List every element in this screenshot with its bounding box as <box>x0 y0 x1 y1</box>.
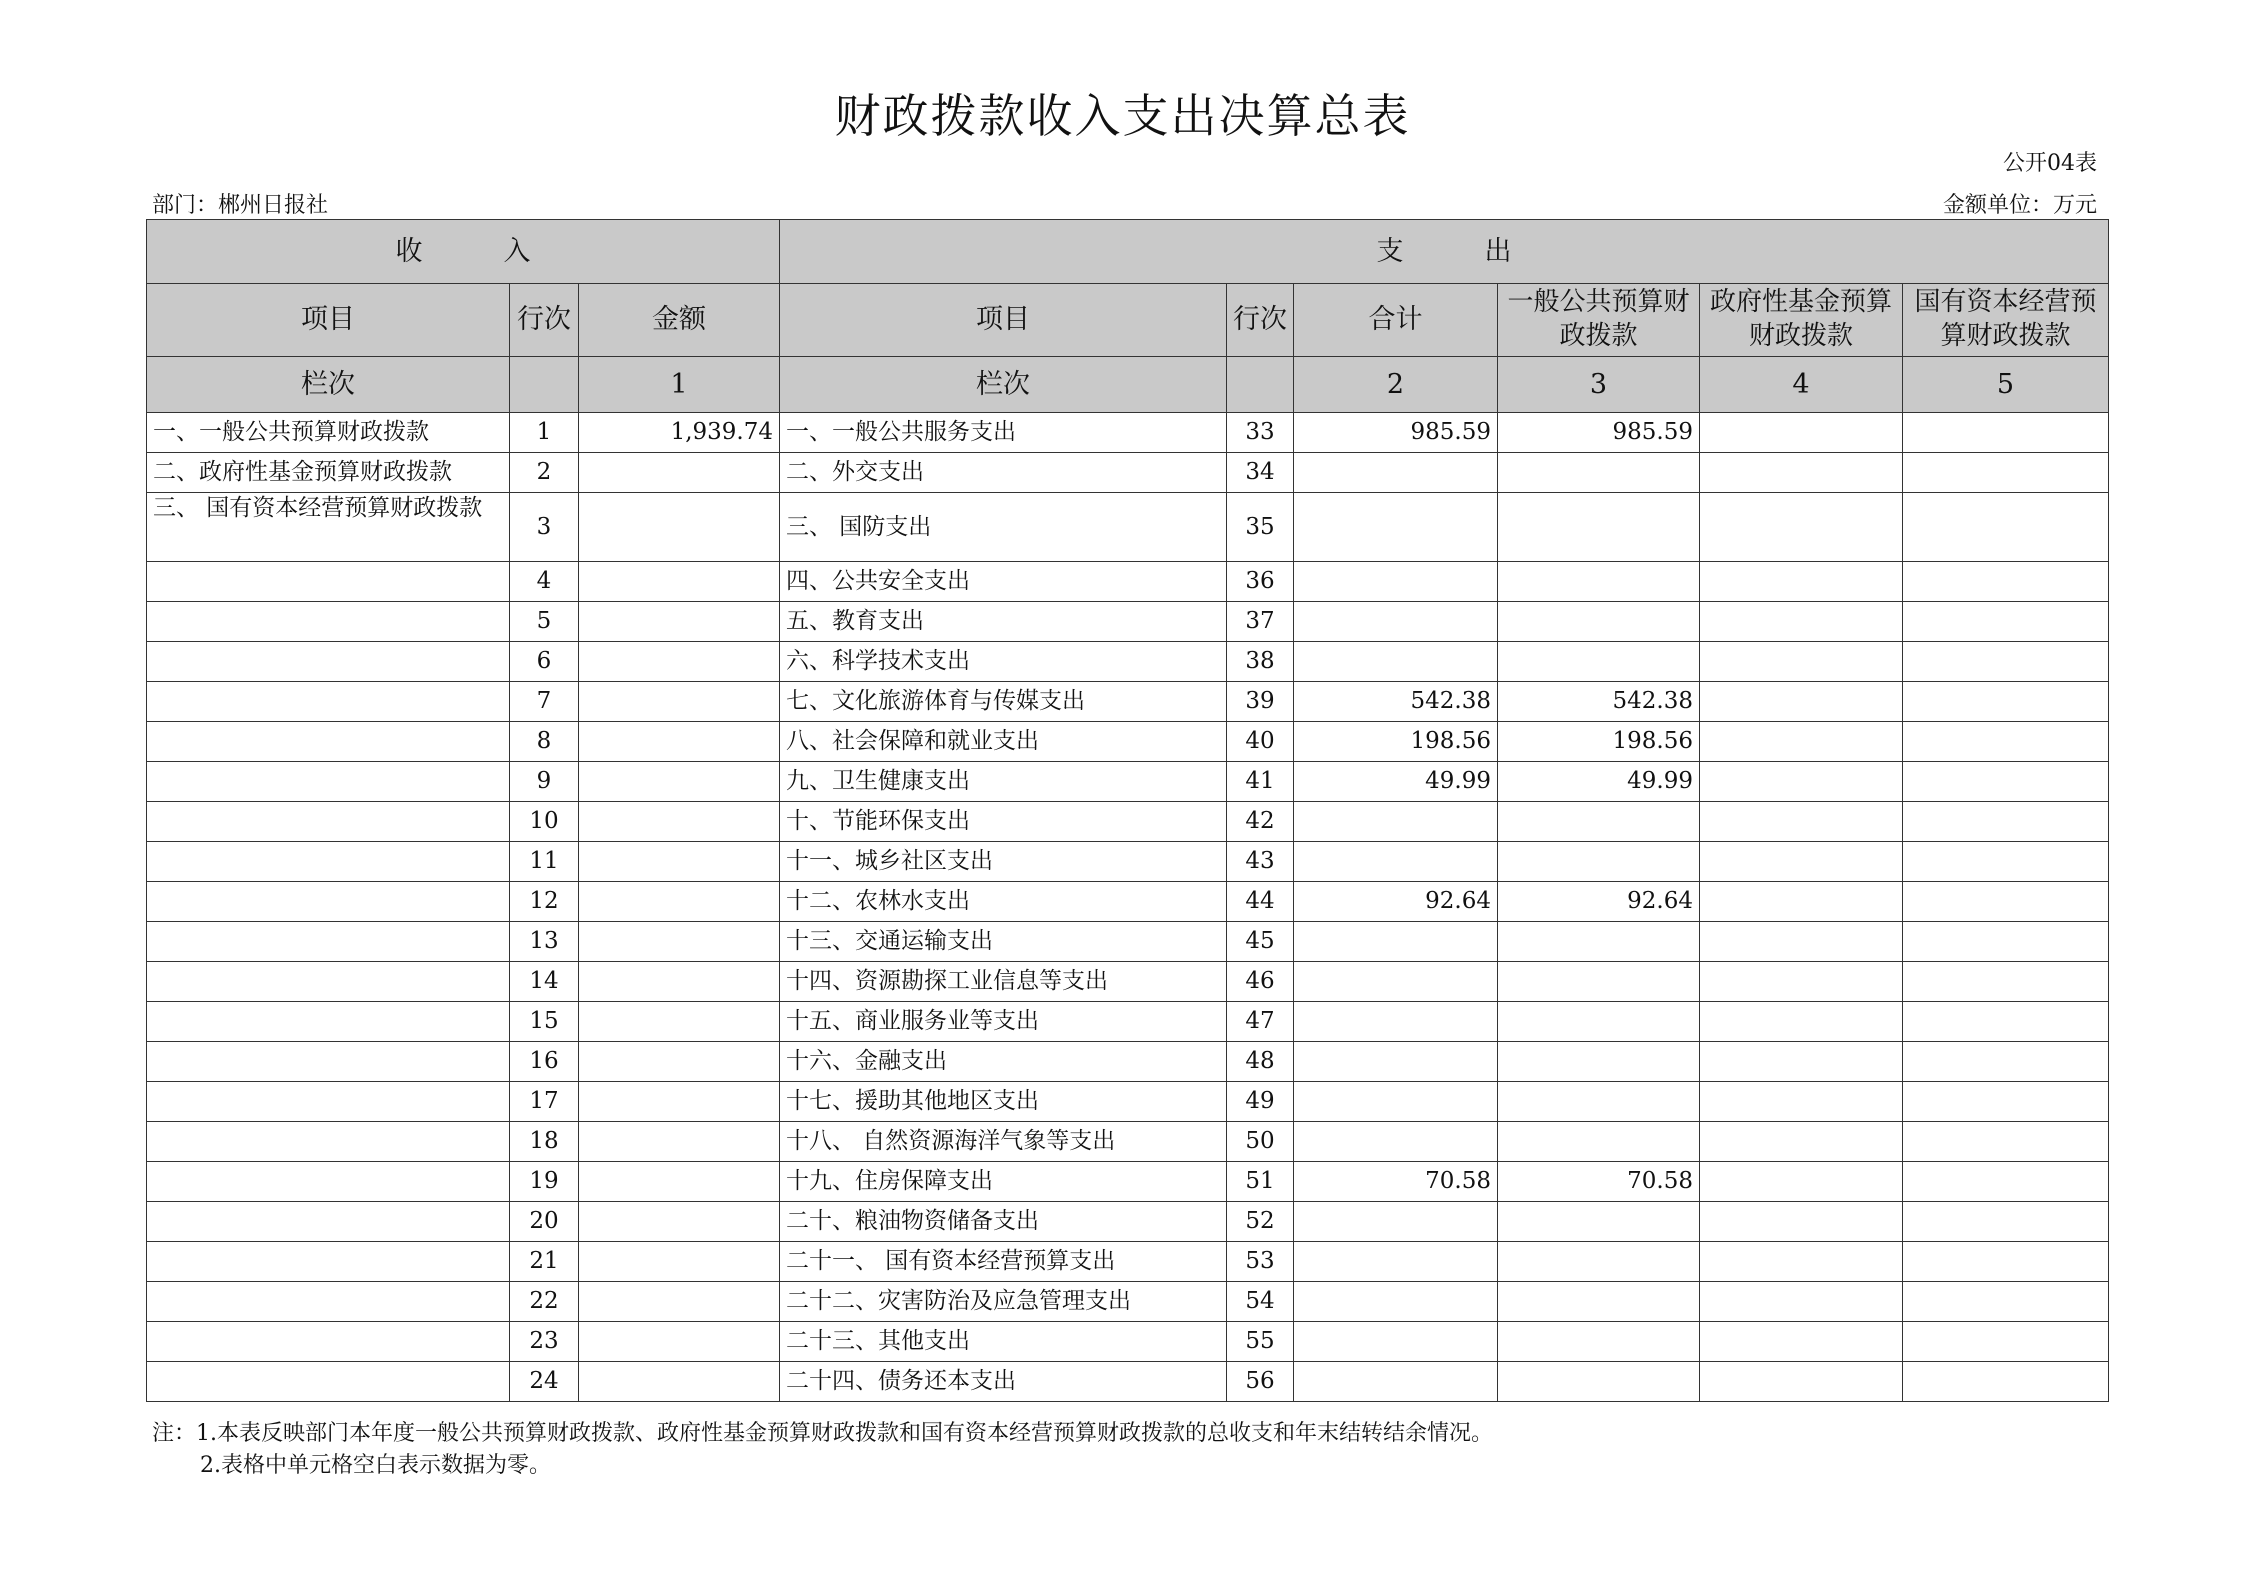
gov-fund-cell <box>1700 1002 1903 1042</box>
total-cell <box>1294 842 1498 882</box>
table-notes <box>152 1418 1493 1482</box>
table-row <box>147 1242 2109 1282</box>
table-row <box>147 453 2109 493</box>
income-amount-cell <box>579 882 780 922</box>
expense-item-cell: 十、节能环保支出 <box>780 802 1227 842</box>
total-cell <box>1294 1202 1498 1242</box>
income-line-cell: 7 <box>510 682 579 722</box>
expense-line-cell: 44 <box>1227 882 1294 922</box>
state-capital-cell <box>1903 1322 2109 1362</box>
expense-line-cell: 47 <box>1227 1002 1294 1042</box>
income-item-cell <box>147 1322 510 1362</box>
table-row <box>147 642 2109 682</box>
table-row <box>147 882 2109 922</box>
general-budget-col-no: 3 <box>1498 357 1700 413</box>
income-amount-cell <box>579 762 780 802</box>
income-amount-cell: 1,939.74 <box>579 413 780 453</box>
total-cell: 542.38 <box>1294 682 1498 722</box>
income-item-cell <box>147 1202 510 1242</box>
total-cell: 985.59 <box>1294 413 1498 453</box>
expense-line-cell: 53 <box>1227 1242 1294 1282</box>
state-capital-cell <box>1903 413 2109 453</box>
table-row <box>147 962 2109 1002</box>
general-budget-cell <box>1498 1002 1700 1042</box>
general-budget-cell <box>1498 1282 1700 1322</box>
expense-line-blank <box>1227 357 1294 413</box>
gov-fund-cell <box>1700 722 1903 762</box>
state-capital-cell <box>1903 802 2109 842</box>
total-cell <box>1294 493 1498 562</box>
income-line-cell: 4 <box>510 562 579 602</box>
general-budget-cell: 198.56 <box>1498 722 1700 762</box>
state-capital-cell <box>1903 682 2109 722</box>
expense-item-cell: 二十、粮油物资储备支出 <box>780 1202 1227 1242</box>
general-budget-header: 一般公共预算财政拨款 <box>1498 284 1700 357</box>
income-item-cell <box>147 1282 510 1322</box>
gov-fund-cell <box>1700 1362 1903 1402</box>
general-budget-cell: 985.59 <box>1498 413 1700 453</box>
table-row <box>147 802 2109 842</box>
income-line-cell: 17 <box>510 1082 579 1122</box>
income-item-cell <box>147 962 510 1002</box>
expense-item-cell: 三、 国防支出 <box>780 493 1227 562</box>
form-number: 公开04表 <box>2003 151 2097 176</box>
table-row <box>147 1042 2109 1082</box>
income-item-cell <box>147 642 510 682</box>
gov-fund-cell <box>1700 842 1903 882</box>
expense-line-cell: 37 <box>1227 602 1294 642</box>
income-amount-cell <box>579 453 780 493</box>
department-label: 部门：郴州日报社 <box>152 193 329 218</box>
table-row <box>147 1122 2109 1162</box>
gov-fund-cell <box>1700 1282 1903 1322</box>
income-amount-col-no: 1 <box>579 357 780 413</box>
expense-line-cell: 46 <box>1227 962 1294 1002</box>
income-line-cell: 10 <box>510 802 579 842</box>
expense-item-cell: 二十三、其他支出 <box>780 1322 1227 1362</box>
table-row <box>147 1282 2109 1322</box>
state-capital-cell <box>1903 1362 2109 1402</box>
income-amount-cell <box>579 682 780 722</box>
income-amount-cell <box>579 1362 780 1402</box>
budget-table <box>146 219 2109 1402</box>
total-cell <box>1294 1362 1498 1402</box>
income-line-cell: 9 <box>510 762 579 802</box>
expense-item-header: 项目 <box>780 284 1227 357</box>
state-capital-cell <box>1903 602 2109 642</box>
expense-line-cell: 34 <box>1227 453 1294 493</box>
total-cell <box>1294 1282 1498 1322</box>
expense-line-header: 行次 <box>1227 284 1294 357</box>
income-amount-cell <box>579 493 780 562</box>
income-item-cell: 一、一般公共预算财政拨款 <box>147 413 510 453</box>
income-amount-cell <box>579 1282 780 1322</box>
table-row <box>147 682 2109 722</box>
state-capital-cell <box>1903 962 2109 1002</box>
income-line-cell: 13 <box>510 922 579 962</box>
total-cell: 198.56 <box>1294 722 1498 762</box>
income-amount-cell <box>579 1082 780 1122</box>
expense-line-cell: 50 <box>1227 1122 1294 1162</box>
income-item-cell <box>147 1162 510 1202</box>
table-row <box>147 922 2109 962</box>
income-item-cell <box>147 722 510 762</box>
expense-item-cell: 十五、商业服务业等支出 <box>780 1002 1227 1042</box>
income-amount-cell <box>579 602 780 642</box>
state-capital-cell <box>1903 922 2109 962</box>
expense-line-cell: 33 <box>1227 413 1294 453</box>
gov-fund-header: 政府性基金预算财政拨款 <box>1700 284 1903 357</box>
gov-fund-cell <box>1700 802 1903 842</box>
gov-fund-cell <box>1700 1202 1903 1242</box>
income-line-cell: 21 <box>510 1242 579 1282</box>
table-row <box>147 1162 2109 1202</box>
income-item-cell <box>147 1362 510 1402</box>
expense-line-cell: 56 <box>1227 1362 1294 1402</box>
state-capital-cell <box>1903 1082 2109 1122</box>
total-cell <box>1294 602 1498 642</box>
total-cell <box>1294 1322 1498 1362</box>
gov-fund-cell <box>1700 642 1903 682</box>
total-col-no: 2 <box>1294 357 1498 413</box>
table-row <box>147 842 2109 882</box>
income-line-header: 行次 <box>510 284 579 357</box>
gov-fund-cell <box>1700 762 1903 802</box>
general-budget-cell <box>1498 1202 1700 1242</box>
income-line-cell: 14 <box>510 962 579 1002</box>
gov-fund-cell <box>1700 962 1903 1002</box>
expense-line-cell: 39 <box>1227 682 1294 722</box>
expense-item-cell: 十二、农林水支出 <box>780 882 1227 922</box>
general-budget-cell <box>1498 1082 1700 1122</box>
note-line-2: 2.表格中单元格空白表示数据为零。 <box>200 1453 551 1478</box>
income-item-cell: 二、政府性基金预算财政拨款 <box>147 453 510 493</box>
general-budget-cell <box>1498 642 1700 682</box>
gov-fund-cell <box>1700 413 1903 453</box>
general-budget-cell <box>1498 962 1700 1002</box>
expense-item-cell: 七、文化旅游体育与传媒支出 <box>780 682 1227 722</box>
state-capital-cell <box>1903 1162 2109 1202</box>
income-line-cell: 22 <box>510 1282 579 1322</box>
general-budget-cell <box>1498 1362 1700 1402</box>
table-row <box>147 413 2109 453</box>
expense-item-cell: 二十一、 国有资本经营预算支出 <box>780 1242 1227 1282</box>
expense-item-cell: 一、一般公共服务支出 <box>780 413 1227 453</box>
income-amount-cell <box>579 962 780 1002</box>
table-row <box>147 1082 2109 1122</box>
page-title: 财政拨款收入支出决算总表 <box>834 89 1411 143</box>
expense-item-cell: 十七、援助其他地区支出 <box>780 1082 1227 1122</box>
expense-item-cell: 九、卫生健康支出 <box>780 762 1227 802</box>
expense-line-cell: 45 <box>1227 922 1294 962</box>
gov-fund-cell <box>1700 602 1903 642</box>
gov-fund-cell <box>1700 682 1903 722</box>
gov-fund-cell <box>1700 922 1903 962</box>
income-line-cell: 23 <box>510 1322 579 1362</box>
expense-line-cell: 48 <box>1227 1042 1294 1082</box>
income-amount-cell <box>579 1162 780 1202</box>
income-line-cell: 5 <box>510 602 579 642</box>
income-line-cell: 3 <box>510 493 579 562</box>
income-section-header: 收 入 <box>147 220 780 284</box>
income-amount-cell <box>579 722 780 762</box>
general-budget-cell <box>1498 842 1700 882</box>
total-cell: 92.64 <box>1294 882 1498 922</box>
total-cell <box>1294 562 1498 602</box>
table-row <box>147 1362 2109 1402</box>
total-cell <box>1294 1082 1498 1122</box>
income-item-cell <box>147 1242 510 1282</box>
state-capital-cell <box>1903 1242 2109 1282</box>
income-amount-cell <box>579 1122 780 1162</box>
expense-item-cell: 十九、住房保障支出 <box>780 1162 1227 1202</box>
state-capital-cell <box>1903 642 2109 682</box>
income-item-cell <box>147 842 510 882</box>
income-line-cell: 18 <box>510 1122 579 1162</box>
expense-item-cell: 二十二、灾害防治及应急管理支出 <box>780 1282 1227 1322</box>
general-budget-cell <box>1498 1242 1700 1282</box>
amount-unit-label: 金额单位：万元 <box>1942 193 2097 218</box>
state-capital-cell <box>1903 882 2109 922</box>
expense-line-cell: 35 <box>1227 493 1294 562</box>
total-cell <box>1294 1002 1498 1042</box>
expense-item-cell: 四、公共安全支出 <box>780 562 1227 602</box>
general-budget-cell <box>1498 453 1700 493</box>
expense-section-header: 支 出 <box>780 220 2109 284</box>
gov-fund-cell <box>1700 1082 1903 1122</box>
general-budget-cell <box>1498 1042 1700 1082</box>
general-budget-cell <box>1498 562 1700 602</box>
income-item-cell <box>147 802 510 842</box>
income-line-cell: 12 <box>510 882 579 922</box>
state-capital-cell <box>1903 842 2109 882</box>
table-row <box>147 762 2109 802</box>
general-budget-cell <box>1498 922 1700 962</box>
total-cell <box>1294 642 1498 682</box>
gov-fund-cell <box>1700 1322 1903 1362</box>
income-item-cell <box>147 1042 510 1082</box>
gov-fund-cell <box>1700 1122 1903 1162</box>
expense-line-cell: 43 <box>1227 842 1294 882</box>
income-item-cell <box>147 922 510 962</box>
income-line-cell: 2 <box>510 453 579 493</box>
income-line-cell: 8 <box>510 722 579 762</box>
state-capital-cell <box>1903 562 2109 602</box>
income-amount-cell <box>579 1202 780 1242</box>
total-cell <box>1294 453 1498 493</box>
expense-item-cell: 六、科学技术支出 <box>780 642 1227 682</box>
total-cell <box>1294 1242 1498 1282</box>
table-row <box>147 722 2109 762</box>
expense-line-cell: 51 <box>1227 1162 1294 1202</box>
total-cell: 70.58 <box>1294 1162 1498 1202</box>
state-capital-cell <box>1903 493 2109 562</box>
income-item-cell <box>147 1002 510 1042</box>
state-capital-cell <box>1903 722 2109 762</box>
income-item-cell <box>147 762 510 802</box>
total-cell <box>1294 922 1498 962</box>
income-amount-cell <box>579 802 780 842</box>
state-capital-cell <box>1903 453 2109 493</box>
total-cell: 49.99 <box>1294 762 1498 802</box>
table-row <box>147 562 2109 602</box>
state-capital-cell <box>1903 1002 2109 1042</box>
gov-fund-cell <box>1700 493 1903 562</box>
income-column-label: 栏次 <box>147 357 510 413</box>
income-line-cell: 6 <box>510 642 579 682</box>
income-line-blank <box>510 357 579 413</box>
income-amount-cell <box>579 642 780 682</box>
income-amount-cell <box>579 1242 780 1282</box>
general-budget-cell: 92.64 <box>1498 882 1700 922</box>
expense-column-label: 栏次 <box>780 357 1227 413</box>
expense-item-cell: 二十四、债务还本支出 <box>780 1362 1227 1402</box>
expense-item-cell: 十六、金融支出 <box>780 1042 1227 1082</box>
general-budget-cell: 49.99 <box>1498 762 1700 802</box>
note-line-1: 注：1.本表反映部门本年度一般公共预算财政拨款、政府性基金预算财政拨款和国有资本经营预算财政拨款的总收支和年末结转结余情况。 <box>152 1421 1493 1446</box>
general-budget-cell <box>1498 602 1700 642</box>
income-amount-cell <box>579 1042 780 1082</box>
state-capital-cell <box>1903 1042 2109 1082</box>
total-cell <box>1294 1042 1498 1082</box>
income-line-cell: 15 <box>510 1002 579 1042</box>
expense-line-cell: 36 <box>1227 562 1294 602</box>
income-amount-cell <box>579 842 780 882</box>
total-header: 合计 <box>1294 284 1498 357</box>
gov-fund-cell <box>1700 882 1903 922</box>
general-budget-cell: 542.38 <box>1498 682 1700 722</box>
income-item-header: 项目 <box>147 284 510 357</box>
expense-item-cell: 十三、交通运输支出 <box>780 922 1227 962</box>
state-capital-cell <box>1903 1282 2109 1322</box>
expense-item-cell: 十四、资源勘探工业信息等支出 <box>780 962 1227 1002</box>
expense-item-cell: 二、外交支出 <box>780 453 1227 493</box>
expense-item-cell: 十八、 自然资源海洋气象等支出 <box>780 1122 1227 1162</box>
total-cell <box>1294 1122 1498 1162</box>
general-budget-cell: 70.58 <box>1498 1162 1700 1202</box>
table-row <box>147 602 2109 642</box>
gov-fund-cell <box>1700 1162 1903 1202</box>
state-capital-cell <box>1903 1122 2109 1162</box>
table-row <box>147 493 2109 562</box>
income-item-cell <box>147 682 510 722</box>
expense-line-cell: 54 <box>1227 1282 1294 1322</box>
income-line-cell: 20 <box>510 1202 579 1242</box>
income-item-cell <box>147 602 510 642</box>
expense-line-cell: 38 <box>1227 642 1294 682</box>
income-item-cell <box>147 882 510 922</box>
income-item-cell <box>147 562 510 602</box>
expense-line-cell: 55 <box>1227 1322 1294 1362</box>
table-row <box>147 1002 2109 1042</box>
income-line-cell: 1 <box>510 413 579 453</box>
income-amount-cell <box>579 1002 780 1042</box>
expense-line-cell: 40 <box>1227 722 1294 762</box>
state-capital-cell <box>1903 762 2109 802</box>
income-line-cell: 19 <box>510 1162 579 1202</box>
state-capital-cell <box>1903 1202 2109 1242</box>
total-cell <box>1294 802 1498 842</box>
expense-line-cell: 49 <box>1227 1082 1294 1122</box>
general-budget-cell <box>1498 1122 1700 1162</box>
income-item-cell <box>147 1082 510 1122</box>
table-row <box>147 1202 2109 1242</box>
income-line-cell: 11 <box>510 842 579 882</box>
gov-fund-cell <box>1700 562 1903 602</box>
gov-fund-col-no: 4 <box>1700 357 1903 413</box>
expense-item-cell: 八、社会保障和就业支出 <box>780 722 1227 762</box>
income-line-cell: 16 <box>510 1042 579 1082</box>
gov-fund-cell <box>1700 1042 1903 1082</box>
expense-item-cell: 十一、城乡社区支出 <box>780 842 1227 882</box>
income-item-cell <box>147 1122 510 1162</box>
state-capital-header: 国有资本经营预算财政拨款 <box>1903 284 2109 357</box>
table-row <box>147 1322 2109 1362</box>
general-budget-cell <box>1498 493 1700 562</box>
expense-line-cell: 41 <box>1227 762 1294 802</box>
income-amount-cell <box>579 1322 780 1362</box>
income-amount-cell <box>579 562 780 602</box>
expense-item-cell: 五、教育支出 <box>780 602 1227 642</box>
general-budget-cell <box>1498 1322 1700 1362</box>
state-capital-col-no: 5 <box>1903 357 2109 413</box>
income-amount-header: 金额 <box>579 284 780 357</box>
general-budget-cell <box>1498 802 1700 842</box>
gov-fund-cell <box>1700 1242 1903 1282</box>
total-cell <box>1294 962 1498 1002</box>
income-line-cell: 24 <box>510 1362 579 1402</box>
income-amount-cell <box>579 922 780 962</box>
income-item-cell: 三、 国有资本经营预算财政拨款 <box>147 493 510 562</box>
expense-line-cell: 42 <box>1227 802 1294 842</box>
expense-line-cell: 52 <box>1227 1202 1294 1242</box>
gov-fund-cell <box>1700 453 1903 493</box>
